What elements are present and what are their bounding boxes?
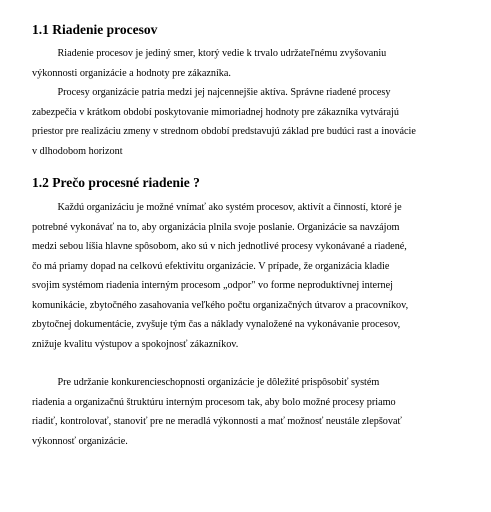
text-line: zbytočnej dokumentácie, zvyšuje tým čas a náklady vynaložené na vykonávanie procesov,	[32, 319, 401, 330]
paragraph-competitiveness	[32, 373, 462, 451]
paragraph-process-assets	[32, 83, 462, 161]
text-line: riadenia a organizačnú štruktúru interným procesom tak, aby bolo možné procesy priamo	[32, 396, 396, 408]
text-line: potrebné vykonávať na to, aby organizácia plnila svoje poslanie. Organizácie sa navzájom	[32, 221, 400, 233]
section-heading-riadenie-procesov: 1.1 Riadenie procesov	[32, 22, 158, 37]
text-line: svojim systémom riadenia interným procesom „odpor" vo forme neproduktívnej internej	[32, 280, 393, 291]
text-line: v dlhodobom horizont	[32, 145, 123, 157]
text-line: zabezpečia v krátkom období poskytovanie mimoriadnej hodnoty pre zákazníka vytvárajú	[32, 106, 399, 118]
text-line: výkonnosť organizácie.	[32, 435, 128, 447]
text-line: čo má priamy dopad na celkovú efektivitu organizácie. V prípade, že organizácia kladie	[32, 260, 390, 272]
text-line: riadiť, kontrolovať, stanoviť pre ne meradlá výkonnosti a mať možnosť neustále zlepšovať	[32, 416, 402, 427]
text-line: Pre udržanie konkurencieschopnosti organizácie je dôležité prispôsobiť systém	[32, 377, 380, 388]
paragraph-organization-system	[32, 198, 462, 354]
section-heading-preco-procesne-riadenie: 1.2 Prečo procesné riadenie ?	[32, 175, 200, 190]
text-line: znižuje kvalitu výstupov a spokojnosť zákazníkov.	[32, 338, 239, 350]
text-line: Procesy organizácie patria medzi jej najcennejšie aktíva. Správne riadené procesy	[32, 87, 391, 98]
text-line: výkonnosti organizácie a hodnoty pre zákazníka.	[32, 67, 231, 79]
paragraph-intro	[32, 44, 462, 83]
text-line: komunikácie, zbytočného zasahovania veľkého počtu organizačných útvarov a pracovníkov,	[32, 299, 409, 311]
text-line: medzi sebou líšia hlavne spôsobom, ako sú v nich jednotlivé procesy vykonávané a riadené,	[32, 241, 407, 252]
text-line: priestor pre realizáciu zmeny v strednom období predstavujú základ pre budúci rast a inovácie	[32, 126, 416, 137]
text-line: Riadenie procesov je jediný smer, ktorý vedie k trvalo udržateľnému zvyšovaniu	[32, 48, 387, 59]
text-line: Každú organizáciu je možné vnímať ako systém procesov, aktivít a činností, ktoré je	[32, 202, 402, 213]
